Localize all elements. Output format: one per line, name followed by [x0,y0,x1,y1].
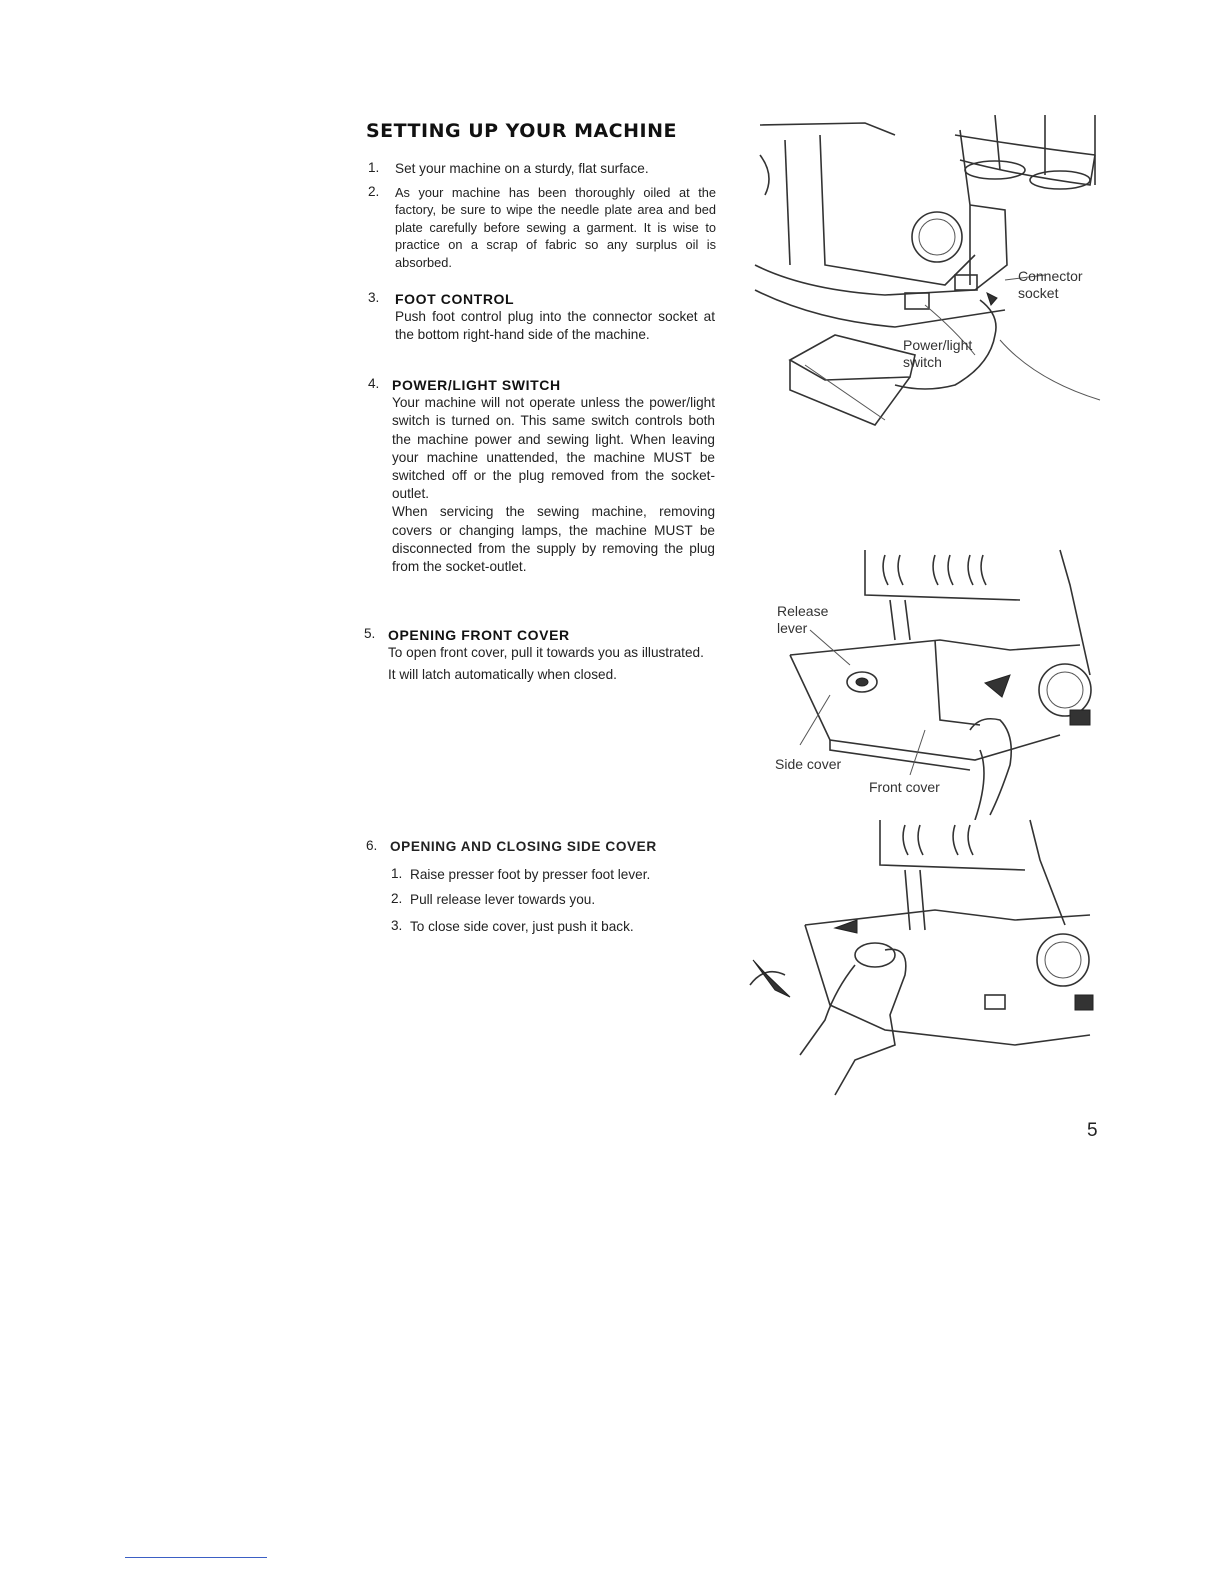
side-cover-label: Side cover [775,756,842,772]
step-5-text: To open front cover, pull it towards you as illustrated. [388,645,704,661]
step-3-block [395,290,715,345]
step-5-heading: OPENING FRONT COVER [388,627,570,643]
step-6-number: 6. [366,838,378,853]
substep-2-number: 2. [391,891,403,906]
step-2-number: 2. [368,184,380,199]
substep-2-text: Pull release lever towards you. [410,892,596,907]
page-title: SETTING UP YOUR MACHINE [366,120,677,142]
step-4-text-2: When servicing the sewing machine, removing covers or changing lamps, the machine MUST be disconnected from the supply by removing the plug from the socket-outlet. [392,504,715,575]
figure-side-cover [745,815,1100,1100]
footer-rule [125,1557,267,1558]
step-2-text: As your machine has been thoroughly oiled at the factory, be sure to wipe the needle plate area and bed plate carefully before sewing a garment. It is wise to practice on a scrap of fabric so any surplus oil is absorbed. [395,185,716,270]
step-3-number: 3. [368,290,380,305]
step-1-text: Set your machine on a sturdy, flat surface. [395,161,649,176]
step-4-block [392,376,715,576]
substep-3-number: 3. [391,918,403,933]
page-number: 5 [1087,1120,1098,1141]
release-lever-label: Release lever [777,603,829,636]
step-4-heading: POWER/LIGHT SWITCH [392,377,561,393]
substep-1-text: Raise presser foot by presser foot lever. [410,867,651,882]
substep-1-number: 1. [391,866,403,881]
substep-3-text: To close side cover, just push it back. [410,919,634,934]
step-5-number: 5. [364,626,376,641]
step-5-block [388,626,714,685]
step-4-number: 4. [368,376,380,391]
step-3-heading: FOOT CONTROL [395,291,515,307]
step-5-text-2: It will latch automatically when closed. [388,667,617,683]
connector-socket-label: Connector socket [1018,268,1083,301]
step-3-text: Push foot control plug into the connector socket at the bottom right-hand side of the machine. [395,309,715,343]
step-6-heading: OPENING AND CLOSING SIDE COVER [390,839,657,854]
power-light-switch-label: Power/light switch [903,337,973,370]
step-1-number: 1. [368,160,380,175]
step-4-text: Your machine will not operate unless the power/light switch is turned on. This same switch controls both the machine power and sewing light. When leaving your machine unattended, the machine MUST be switched off or the plug removed from the socket-outlet. [392,395,715,502]
front-cover-label: Front cover [869,779,940,795]
side-cover-illustration [745,815,1100,1100]
